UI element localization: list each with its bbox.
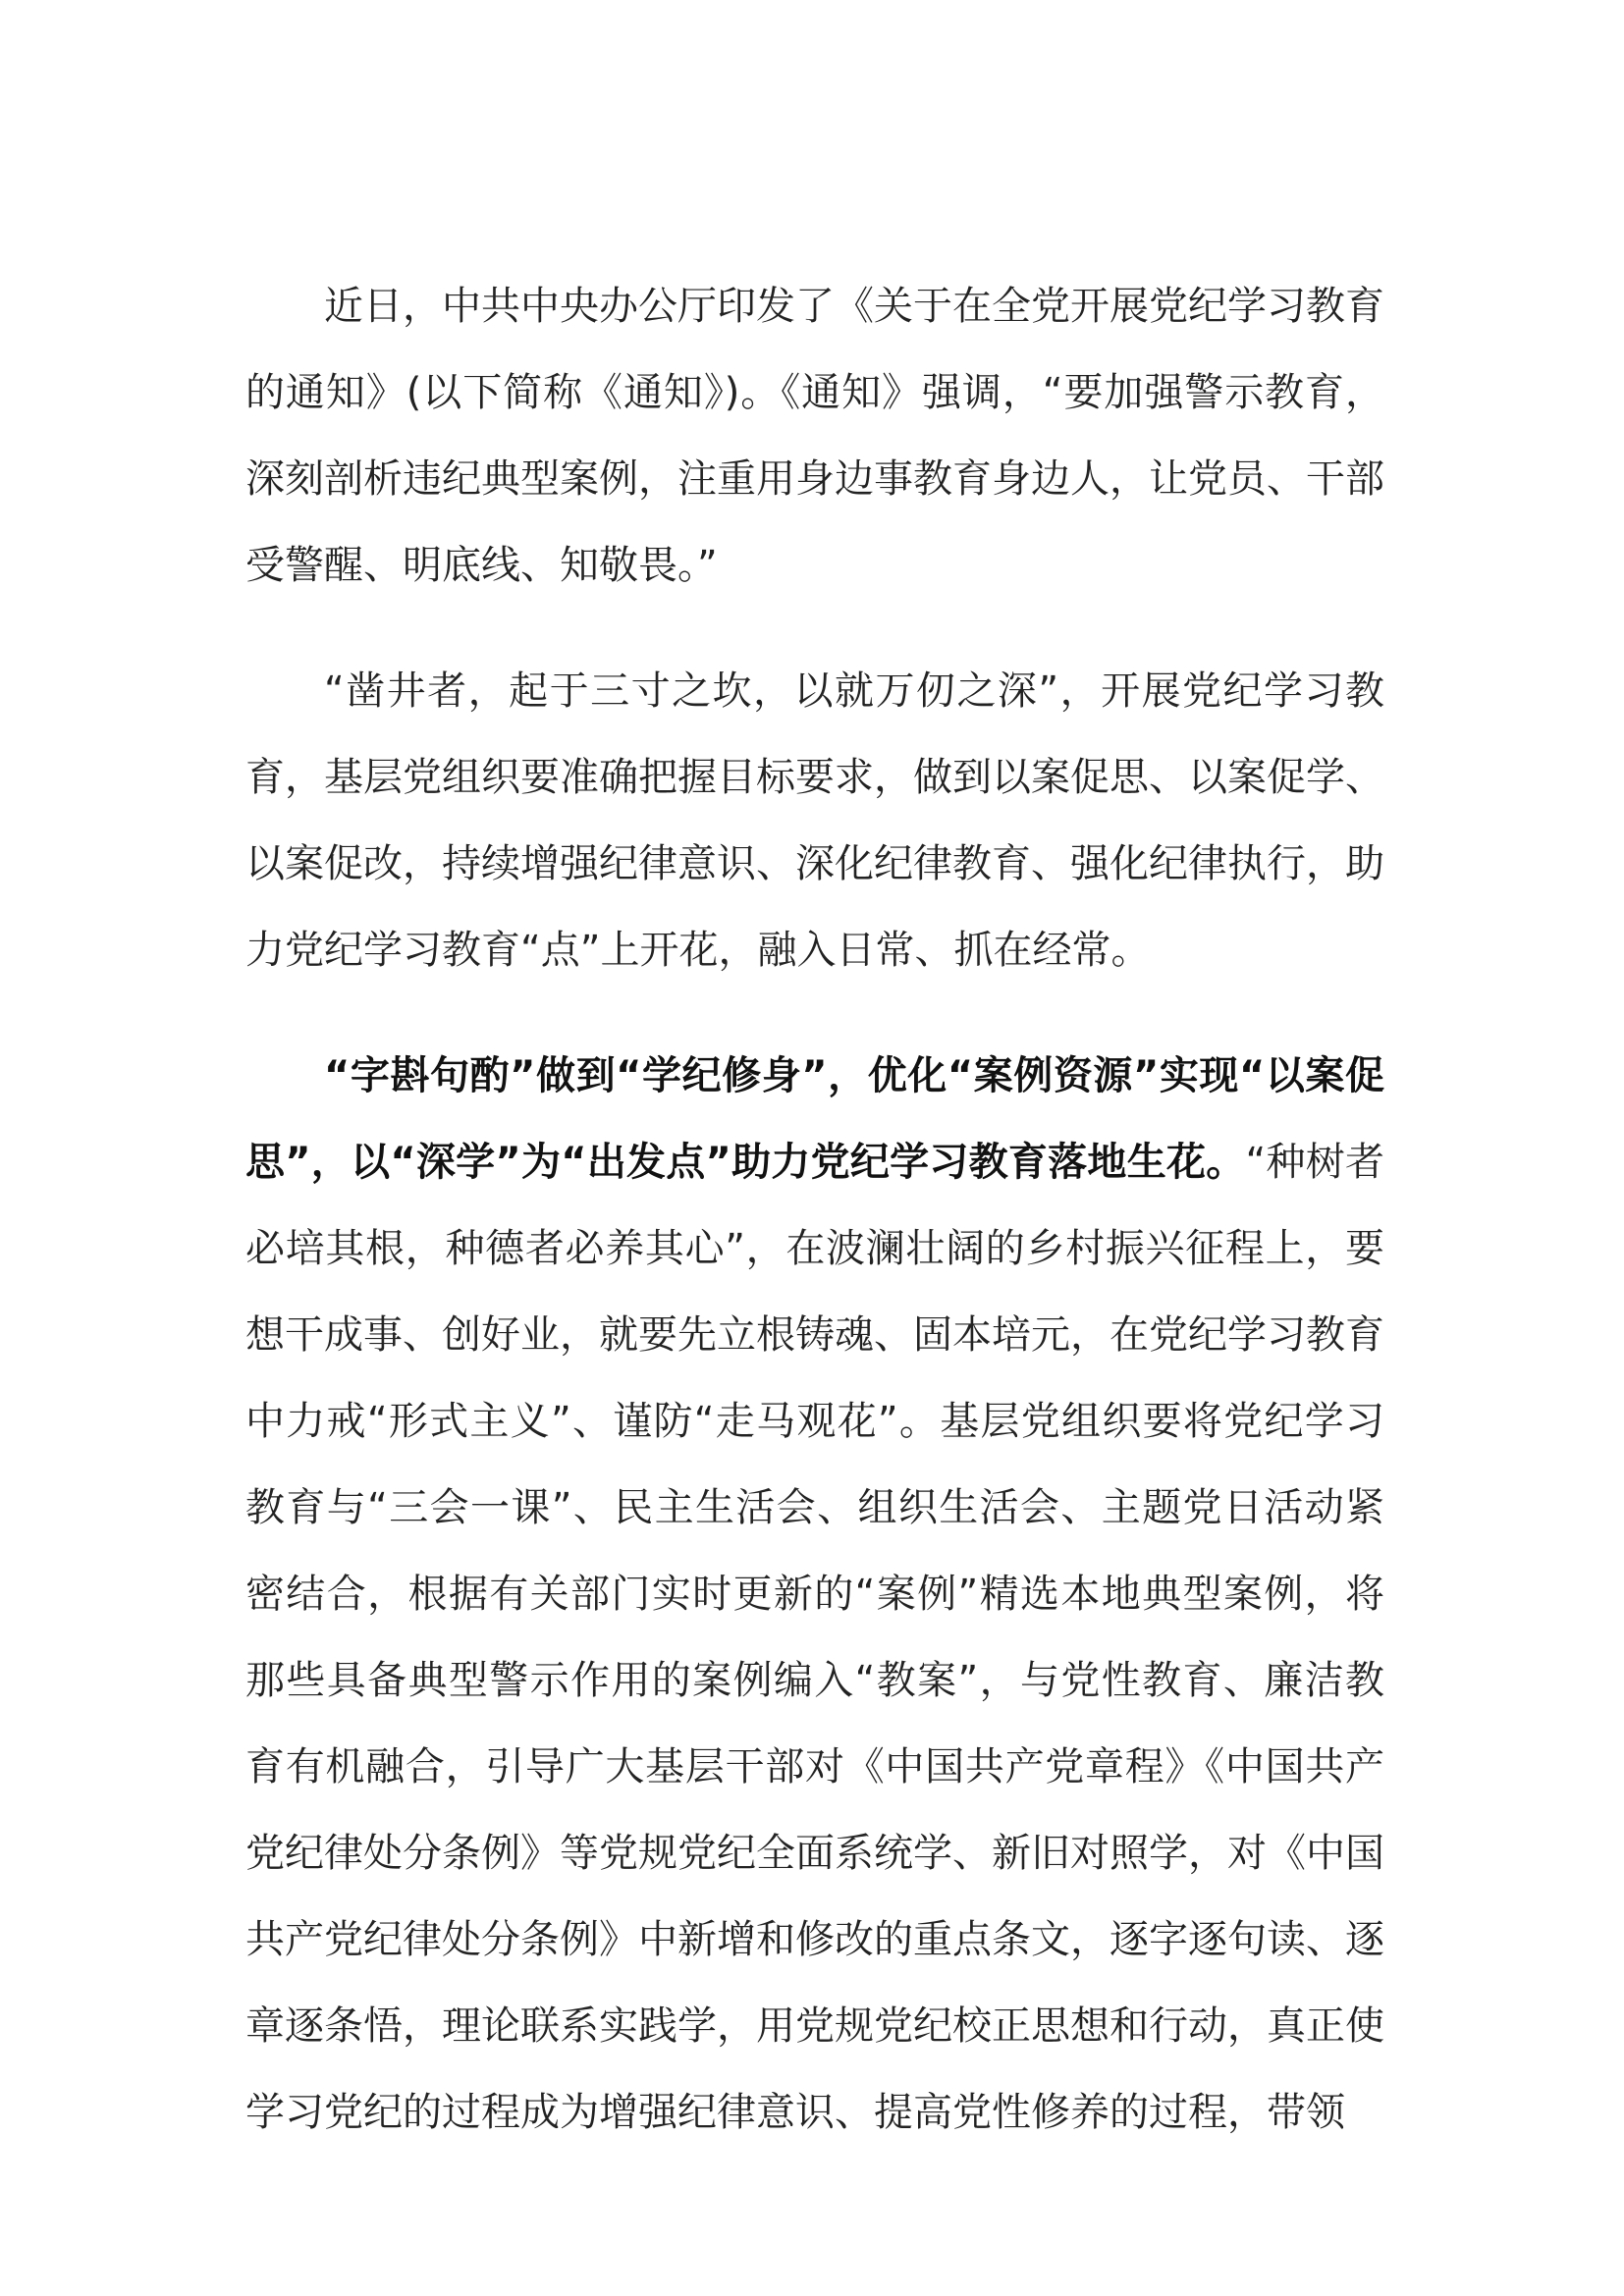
document-body bbox=[245, 263, 1384, 2156]
paragraph-1 bbox=[245, 263, 1384, 609]
paragraph-3-bold-lead: “字斟句酌”做到“学纪修身”，优化“案例资源”实现“以案促思”，以“深学”为“出发点”助力党纪学习教育落地生花。 bbox=[245, 1053, 1384, 1185]
paragraph-3-text: “种树者必培其根，种德者必养其心”，在波澜壮阔的乡村振兴征程上，要想干成事、创好业，就要先立根铸魂、固本培元，在党纪学习教育中力戒“形式主义”、谨防“走马观花”。基层党组织要将党纪学习教育与“三会一课”、民主生活会、组织生活会、主题党日活动紧密结合，根据有关部门实时更新的“案例”精选本地典型案例，将那些具备典型警示作用的案例编入“教案”，与党性教育、廉洁教育有机融合，引导广大基层干部对《中国共产党章程》《中国共产党纪律处分条例》等党规党纪全面系统学、新旧对照学，对《中国共产党纪律处分条例》中新增和修改的重点条文，逐字逐句读、逐章逐条悟，理论联系实践学，用党规党纪校正思想和行动，真正使学习党纪的过程成为增强纪律意识、提高党性修养的过程，带领 bbox=[245, 1140, 1384, 2135]
paragraph-3 bbox=[245, 1033, 1384, 2156]
paragraph-2-text: “凿井者，起于三寸之坎，以就万仞之深”，开展党纪学习教育，基层党组织要准确把握目标要求，做到以案促思、以案促学、以案促改，持续增强纪律意识、深化纪律教育、强化纪律执行，助力党纪学习教育“点”上开花，融入日常、抓在经常。 bbox=[245, 668, 1384, 973]
paragraph-1-text: 近日，中共中央办公厅印发了《关于在全党开展党纪学习教育的通知》(以下简称《通知》)。《通知》强调，“要加强警示教育，深刻剖析违纪典型案例，注重用身边事教育身边人，让党员、干部受警醒、明底线、知敬畏。” bbox=[245, 284, 1384, 588]
paragraph-2 bbox=[245, 648, 1384, 993]
